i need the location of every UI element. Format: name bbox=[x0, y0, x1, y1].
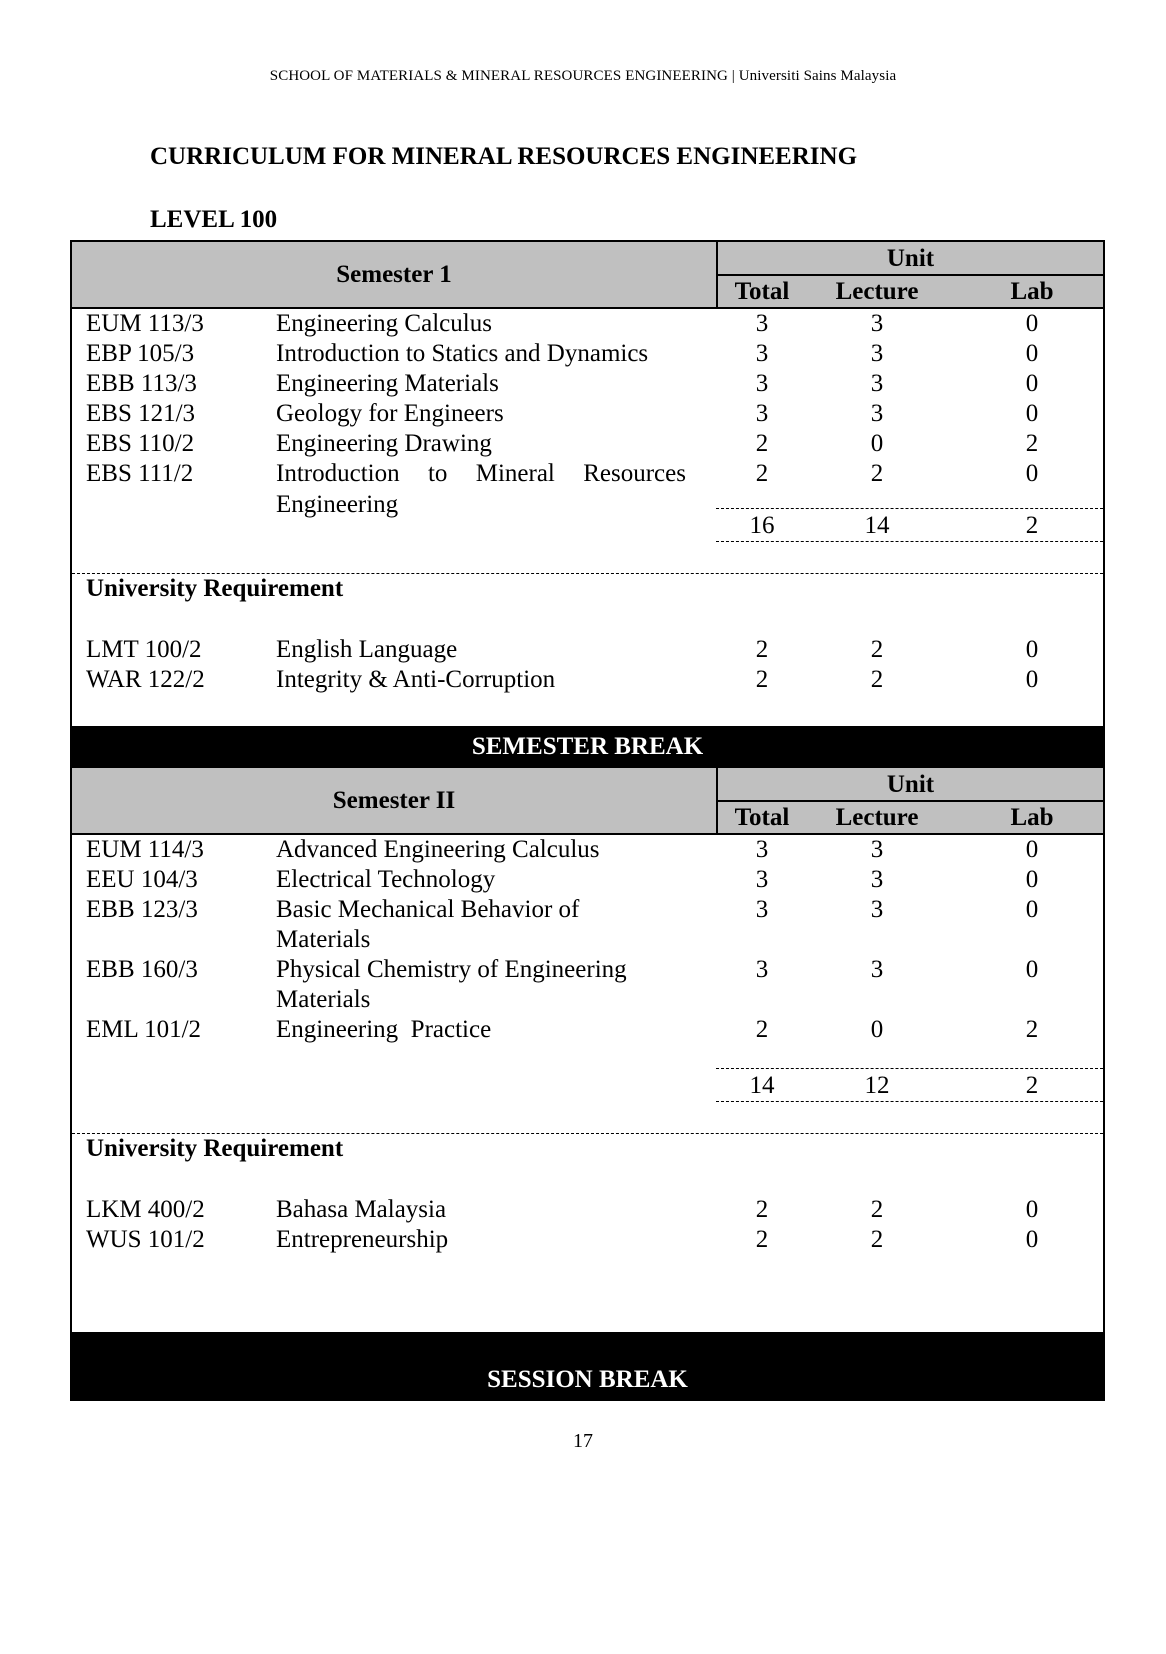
semester-1-header bbox=[72, 242, 1103, 309]
section-divider bbox=[72, 573, 1103, 574]
course-title: Engineering Drawing bbox=[276, 430, 492, 457]
units-lab: 2 bbox=[1025, 1016, 1039, 1043]
units-lab: 0 bbox=[1025, 896, 1039, 923]
course-row bbox=[72, 1194, 1103, 1226]
subtotal-divider bbox=[716, 541, 1103, 542]
subtotal-lab: 2 bbox=[1025, 512, 1039, 539]
course-title-line-2: Engineering bbox=[276, 491, 399, 518]
subtotal-divider bbox=[716, 1068, 1103, 1069]
course-code: EBB 123/3 bbox=[86, 896, 198, 923]
course-title: Electrical Technology bbox=[276, 866, 496, 893]
units-lecture: 3 bbox=[870, 310, 884, 337]
course-title-line-2: Materials bbox=[276, 926, 371, 953]
units-lab: 0 bbox=[1025, 666, 1039, 693]
course-row bbox=[72, 634, 1103, 666]
semester-1-title: Semester 1 bbox=[336, 261, 452, 288]
course-code: WUS 101/2 bbox=[86, 1226, 205, 1253]
course-title: Integrity & Anti-Corruption bbox=[276, 666, 556, 693]
course-title-word: Introduction bbox=[276, 460, 400, 487]
units-lecture: 2 bbox=[870, 460, 884, 487]
subtotal-row bbox=[72, 510, 1103, 542]
column-total: Total bbox=[734, 278, 790, 305]
course-row bbox=[72, 864, 1103, 896]
semester-2-title: Semester II bbox=[332, 787, 456, 814]
course-code: EBS 121/3 bbox=[86, 400, 196, 427]
units-total: 2 bbox=[755, 1226, 769, 1253]
course-code: EBB 113/3 bbox=[86, 370, 197, 397]
units-lab: 0 bbox=[1025, 400, 1039, 427]
units-total: 3 bbox=[755, 400, 769, 427]
unit-label: Unit bbox=[886, 771, 935, 798]
units-total: 2 bbox=[755, 636, 769, 663]
column-total: Total bbox=[734, 804, 790, 831]
course-row bbox=[72, 398, 1103, 430]
units-lecture: 3 bbox=[870, 956, 884, 983]
course-code: LMT 100/2 bbox=[86, 636, 202, 663]
units-lab: 0 bbox=[1025, 836, 1039, 863]
course-row bbox=[72, 338, 1103, 370]
course-code: EBB 160/3 bbox=[86, 956, 198, 983]
course-row bbox=[72, 954, 1103, 1016]
university-requirement-heading: University Requirement bbox=[86, 575, 344, 602]
column-lecture: Lecture bbox=[835, 804, 919, 831]
course-title: Entrepreneurship bbox=[276, 1226, 449, 1253]
course-title: Geology for Engineers bbox=[276, 400, 504, 427]
course-code: EBS 110/2 bbox=[86, 430, 195, 457]
units-lab: 0 bbox=[1025, 1226, 1039, 1253]
subtotal-divider bbox=[716, 508, 1103, 509]
units-lab: 0 bbox=[1025, 866, 1039, 893]
university-requirement-heading: University Requirement bbox=[86, 1135, 344, 1162]
course-title: Bahasa Malaysia bbox=[276, 1196, 447, 1223]
units-total: 2 bbox=[755, 666, 769, 693]
units-total: 3 bbox=[755, 896, 769, 923]
unit-label: Unit bbox=[886, 245, 935, 272]
subtotal-row bbox=[72, 1070, 1103, 1102]
units-lecture: 3 bbox=[870, 866, 884, 893]
course-title-word: to bbox=[427, 460, 448, 487]
course-code: EBS 111/2 bbox=[86, 460, 194, 487]
level-heading: LEVEL 100 bbox=[150, 206, 278, 233]
units-lab: 0 bbox=[1025, 370, 1039, 397]
units-total: 3 bbox=[755, 310, 769, 337]
units-lecture: 3 bbox=[870, 400, 884, 427]
course-title: English Language bbox=[276, 636, 458, 663]
column-lecture: Lecture bbox=[835, 278, 919, 305]
units-total: 2 bbox=[755, 1016, 769, 1043]
course-title: Engineering Materials bbox=[276, 370, 499, 397]
units-lecture: 2 bbox=[870, 636, 884, 663]
units-total: 2 bbox=[755, 1196, 769, 1223]
course-code: EUM 113/3 bbox=[86, 310, 204, 337]
subtotal-lab: 2 bbox=[1025, 1072, 1039, 1099]
running-header: SCHOOL OF MATERIALS & MINERAL RESOURCES ENGINEERING | Universiti Sains Malaysia bbox=[269, 68, 897, 84]
units-lecture: 2 bbox=[870, 1226, 884, 1253]
course-row bbox=[72, 1014, 1103, 1046]
subtotal-total: 16 bbox=[749, 512, 775, 539]
units-lab: 0 bbox=[1025, 340, 1039, 367]
units-lecture: 0 bbox=[870, 1016, 884, 1043]
units-total: 3 bbox=[755, 956, 769, 983]
units-lecture: 3 bbox=[870, 340, 884, 367]
page-number: 17 bbox=[573, 1430, 593, 1452]
subtotal-lecture: 12 bbox=[864, 1072, 890, 1099]
units-lab: 0 bbox=[1025, 310, 1039, 337]
course-title-line-2: Materials bbox=[276, 986, 371, 1013]
course-row bbox=[72, 368, 1103, 400]
course-title: Engineering Practice bbox=[276, 1016, 492, 1043]
section-divider bbox=[72, 1133, 1103, 1134]
units-lecture: 2 bbox=[870, 1196, 884, 1223]
units-lecture: 3 bbox=[870, 370, 884, 397]
column-lab: Lab bbox=[1010, 804, 1054, 831]
course-code: EML 101/2 bbox=[86, 1016, 202, 1043]
page-title: CURRICULUM FOR MINERAL RESOURCES ENGINEERING bbox=[150, 143, 858, 170]
course-code: EUM 114/3 bbox=[86, 836, 204, 863]
units-total: 2 bbox=[755, 460, 769, 487]
course-code: LKM 400/2 bbox=[86, 1196, 205, 1223]
course-row bbox=[72, 834, 1103, 866]
course-title: Engineering Calculus bbox=[276, 310, 492, 337]
course-code: EEU 104/3 bbox=[86, 866, 198, 893]
course-row bbox=[72, 894, 1103, 956]
semester-2-header bbox=[72, 766, 1103, 835]
semester-break-bar: SEMESTER BREAK bbox=[70, 726, 1105, 766]
course-row bbox=[72, 428, 1103, 460]
units-total: 3 bbox=[755, 340, 769, 367]
units-lab: 0 bbox=[1025, 460, 1039, 487]
column-lab: Lab bbox=[1010, 278, 1054, 305]
units-total: 3 bbox=[755, 866, 769, 893]
units-total: 3 bbox=[755, 370, 769, 397]
units-lecture: 3 bbox=[870, 896, 884, 923]
subtotal-total: 14 bbox=[749, 1072, 775, 1099]
units-lab: 0 bbox=[1025, 956, 1039, 983]
units-lab: 0 bbox=[1025, 636, 1039, 663]
session-break-bar: SESSION BREAK bbox=[70, 1332, 1105, 1401]
units-lecture: 3 bbox=[870, 836, 884, 863]
course-title-line-1 bbox=[276, 458, 686, 490]
course-title-word: Mineral bbox=[475, 460, 555, 487]
course-row bbox=[72, 308, 1103, 340]
course-title-line-1: Basic Mechanical Behavior of bbox=[276, 896, 580, 923]
subtotal-divider bbox=[716, 1101, 1103, 1102]
units-lecture: 2 bbox=[870, 666, 884, 693]
units-total: 2 bbox=[755, 430, 769, 457]
course-row bbox=[72, 664, 1103, 696]
units-lecture: 0 bbox=[870, 430, 884, 457]
course-title: Advanced Engineering Calculus bbox=[276, 836, 600, 863]
units-total: 3 bbox=[755, 836, 769, 863]
units-lab: 2 bbox=[1025, 430, 1039, 457]
course-title-line-1: Physical Chemistry of Engineering bbox=[276, 956, 627, 983]
course-code: WAR 122/2 bbox=[86, 666, 205, 693]
curriculum-table bbox=[70, 240, 1105, 1401]
course-row bbox=[72, 1224, 1103, 1256]
course-code: EBP 105/3 bbox=[86, 340, 195, 367]
units-lab: 0 bbox=[1025, 1196, 1039, 1223]
subtotal-lecture: 14 bbox=[864, 512, 890, 539]
course-title: Introduction to Statics and Dynamics bbox=[276, 340, 649, 367]
course-title-word: Resources bbox=[583, 460, 686, 487]
